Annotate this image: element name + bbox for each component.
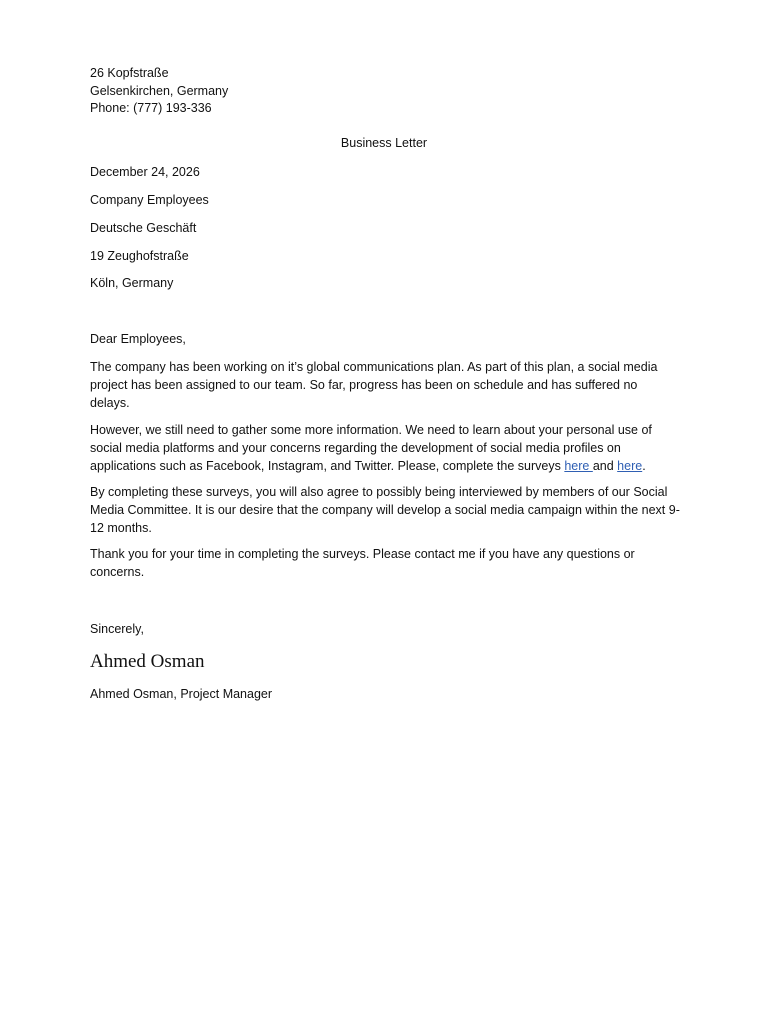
survey-link-2[interactable]: here [617,458,643,473]
sender-street: 26 Kopfstraße [90,66,169,80]
letter-title: Business Letter [340,136,428,150]
sender-city: Gelsenkirchen, Germany [90,84,229,98]
body-paragraph-4: Thank you for your time in completing the surveys. Please contact me if you have any questions or concerns. [90,547,635,579]
recipient-line-1: Company Employees [90,193,209,207]
body-paragraph-3: By completing these surveys, you will also agree to possibly being interviewed by members of our Social Media Committee. It is our desire that the company will develop a social media campaign within the next 9-12 months. [90,485,680,535]
recipient-line-2: Deutsche Geschäft [90,221,197,235]
letter-date: December 24, 2026 [90,165,200,179]
recipient-line-4: Köln, Germany [90,276,174,290]
recipient-line-3: 19 Zeughofstraße [90,249,189,263]
body-paragraph-2-and: and [592,458,618,473]
body-paragraph-2-text: However, we still need to gather some more information. We need to learn about your personal use of social media platforms and your concerns regarding the development of social media profiles on applications such as Facebook, Instagram, and Twitter. Please, complete the surveys [90,423,652,473]
body-paragraph-2 [90,422,680,475]
sender-phone: Phone: (777) 193-336 [90,101,212,115]
closing: Sincerely, [90,622,144,636]
body-paragraph-2-period: . [642,458,646,473]
signature: Ahmed Osman [90,651,205,672]
salutation: Dear Employees, [90,332,186,346]
body-paragraph-1: The company has been working on it’s global communications plan. As part of this plan, a social media project has been assigned to our team. So far, progress has been on schedule and has suffered no delays. [90,360,658,410]
survey-link-1[interactable]: here [564,458,593,473]
signer-name-title: Ahmed Osman, Project Manager [90,687,273,701]
